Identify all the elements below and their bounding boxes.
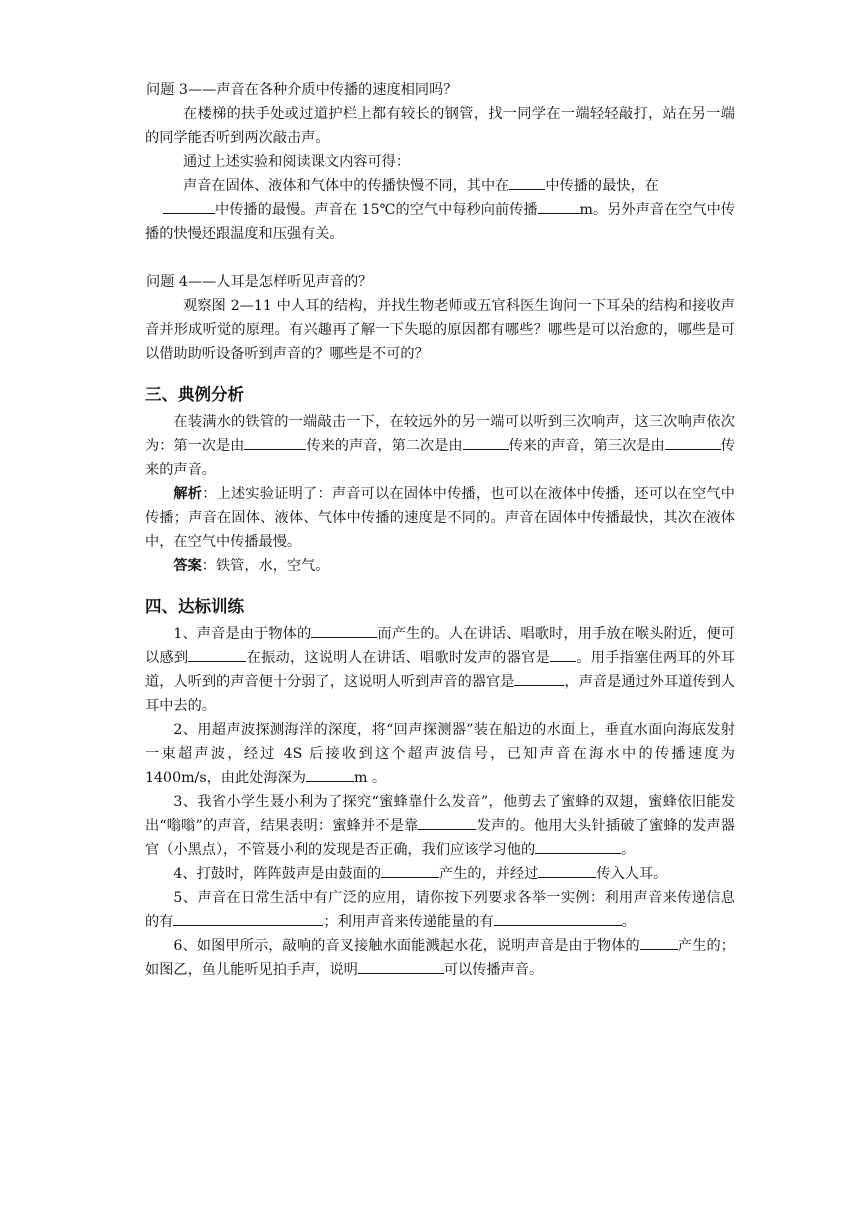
question-3-paragraph-1: 在楼梯的扶手处或过道护栏上都有较长的钢管，找一同学在一端轻轻敲打，站在另一端的同学能否听到两次敲击声。 bbox=[145, 106, 735, 146]
exercise-5 bbox=[145, 886, 735, 934]
text-run: 而产生的。人在讲话、唱歌时，用手放在喉头附近，便可以感到 bbox=[145, 626, 735, 666]
text-run: 4、打鼓时，阵阵鼓声是由鼓面的 bbox=[173, 866, 382, 882]
text-run: 传来的声音，第二次是由 bbox=[306, 438, 463, 454]
fill-blank bbox=[494, 910, 622, 926]
exercise-2 bbox=[145, 718, 735, 790]
text-run: 声音在固体、液体和气体中的传播快慢不同，其中在 bbox=[183, 178, 510, 194]
question-3-paragraph-3 bbox=[145, 174, 735, 246]
spacer bbox=[145, 578, 735, 592]
fill-blank bbox=[550, 646, 576, 662]
exercise-4 bbox=[145, 862, 735, 886]
text-run: 中传播的最慢。声音在 15℃的空气中每秒向前传播 bbox=[215, 202, 538, 218]
fill-blank bbox=[358, 958, 444, 974]
text-run: ：上述实验证明了：声音可以在固体中传播，也可以在液体中传播，还可以在空气中传播；声音在固体、液体、气体中传播的速度是不同的。声音在固体中传播最快，其次在液体中，在空气中传播最慢。 bbox=[145, 486, 735, 550]
text-run: 在振动，这说明人在讲话、唱歌时发声的器官是 bbox=[246, 650, 551, 666]
text-run: ：铁管，水，空气。 bbox=[201, 558, 330, 574]
text-run: 5、声音在日常生活中有广泛的应用，请你按下列要求各举一实例：利用声音来传递信息的有 bbox=[145, 890, 735, 930]
text-run: 可以传播声音。 bbox=[443, 962, 544, 978]
fill-blank bbox=[640, 934, 678, 950]
text-run: 传入人耳。 bbox=[596, 866, 668, 882]
text-run: 传来的声音，第三次是由 bbox=[508, 438, 665, 454]
section-3-heading: 三、典例分析 bbox=[145, 385, 244, 404]
text-run: 。 bbox=[621, 842, 636, 858]
fill-blank bbox=[244, 434, 306, 450]
exercise-3 bbox=[145, 790, 735, 862]
fill-blank bbox=[188, 646, 246, 662]
text-run: m 。 bbox=[353, 770, 387, 786]
text-run: 6、如图甲所示，敲响的音叉接触水面能溅起水花，说明声音是由于物体的 bbox=[173, 938, 640, 954]
spacer bbox=[145, 366, 735, 380]
question-3-title: 问题 3——声音在各种介质中传播的速度相同吗？ bbox=[146, 82, 458, 98]
example-analysis bbox=[145, 482, 735, 554]
fill-blank bbox=[509, 174, 545, 190]
question-4-paragraph: 观察图 2—11 中人耳的结构，并找生物老师或五官科医生询问一下耳朵的结构和接收声音并形成听觉的原理。有兴趣再了解一下失聪的原因都有哪些？哪些是可以治愈的，哪些是可以借助助听设备听到声音的？哪些是不可的？ bbox=[145, 298, 735, 362]
question-3-paragraph-2: 通过上述实验和阅读课文内容可得： bbox=[183, 154, 411, 170]
text-run: 3、我省小学生聂小利为了探究“蜜蜂靠什么发音”，他剪去了蜜蜂的双翅，蜜蜂依旧能发出“嗡嗡”的声音，结果表明：蜜蜂并不是靠 bbox=[145, 794, 735, 834]
fill-blank bbox=[418, 814, 476, 830]
text-run: 传来的声音。 bbox=[145, 438, 735, 478]
text-run: 产生的；如图乙，鱼儿能听见拍手声，说明 bbox=[145, 938, 735, 978]
text-run: 中传播的最快，在 bbox=[545, 178, 659, 194]
text-run: ；利用声音来传递能量的有 bbox=[323, 914, 494, 930]
fill-blank bbox=[381, 862, 439, 878]
text-run: 2、用超声波探测海洋的深度，将“回声探测器”装在船边的水面上，垂直水面向海底发射一束超声波，经过 4S 后接收到这个超声波信号，已知声音在海水中的传播速度为 1400m/s，由此处海深为 bbox=[145, 722, 735, 786]
analysis-label: 解析 bbox=[173, 486, 203, 502]
answer-label: 答案 bbox=[173, 558, 202, 574]
text-run: 产生的，并经过 bbox=[439, 866, 539, 882]
text-run: 发声的。他用大头针插破了蜜蜂的发声器官（小黑点），不管聂小利的发现是否正确，我们应该学习他的 bbox=[145, 818, 735, 858]
fill-blank bbox=[163, 198, 215, 214]
fill-blank bbox=[311, 622, 377, 638]
section-4-heading: 四、达标训练 bbox=[145, 597, 244, 616]
fill-blank bbox=[514, 670, 564, 686]
fill-blank bbox=[538, 862, 596, 878]
text-run: 1、声音是由于物体的 bbox=[173, 626, 312, 642]
fill-blank bbox=[535, 838, 621, 854]
fill-blank bbox=[306, 766, 354, 782]
fill-blank bbox=[538, 198, 580, 214]
exercise-6 bbox=[145, 934, 735, 982]
exercise-1 bbox=[145, 622, 735, 718]
text-run: m。另外声音在空气中传播的快慢还跟温度和压强有关。 bbox=[145, 202, 735, 242]
text-run: ，声音是通过外耳道传到人耳中去的。 bbox=[145, 674, 735, 714]
fill-blank bbox=[665, 434, 721, 450]
fill-blank bbox=[173, 910, 323, 926]
document-body bbox=[145, 78, 735, 982]
example-answer bbox=[145, 554, 735, 578]
question-4-title: 问题 4——人耳是怎样听见声音的？ bbox=[146, 274, 373, 290]
text-run: 在装满水的铁管的一端敲击一下，在较远外的另一端可以听到三次响声，这三次响声依次为：第一次是由 bbox=[145, 414, 735, 454]
text-run: 。 bbox=[621, 914, 636, 930]
example-question bbox=[145, 410, 735, 482]
spacer bbox=[145, 246, 735, 270]
text-run: 。用手指塞住两耳的外耳道，人听到的声音便十分弱了，这说明人听到声音的器官是 bbox=[145, 650, 735, 690]
fill-blank bbox=[463, 434, 509, 450]
